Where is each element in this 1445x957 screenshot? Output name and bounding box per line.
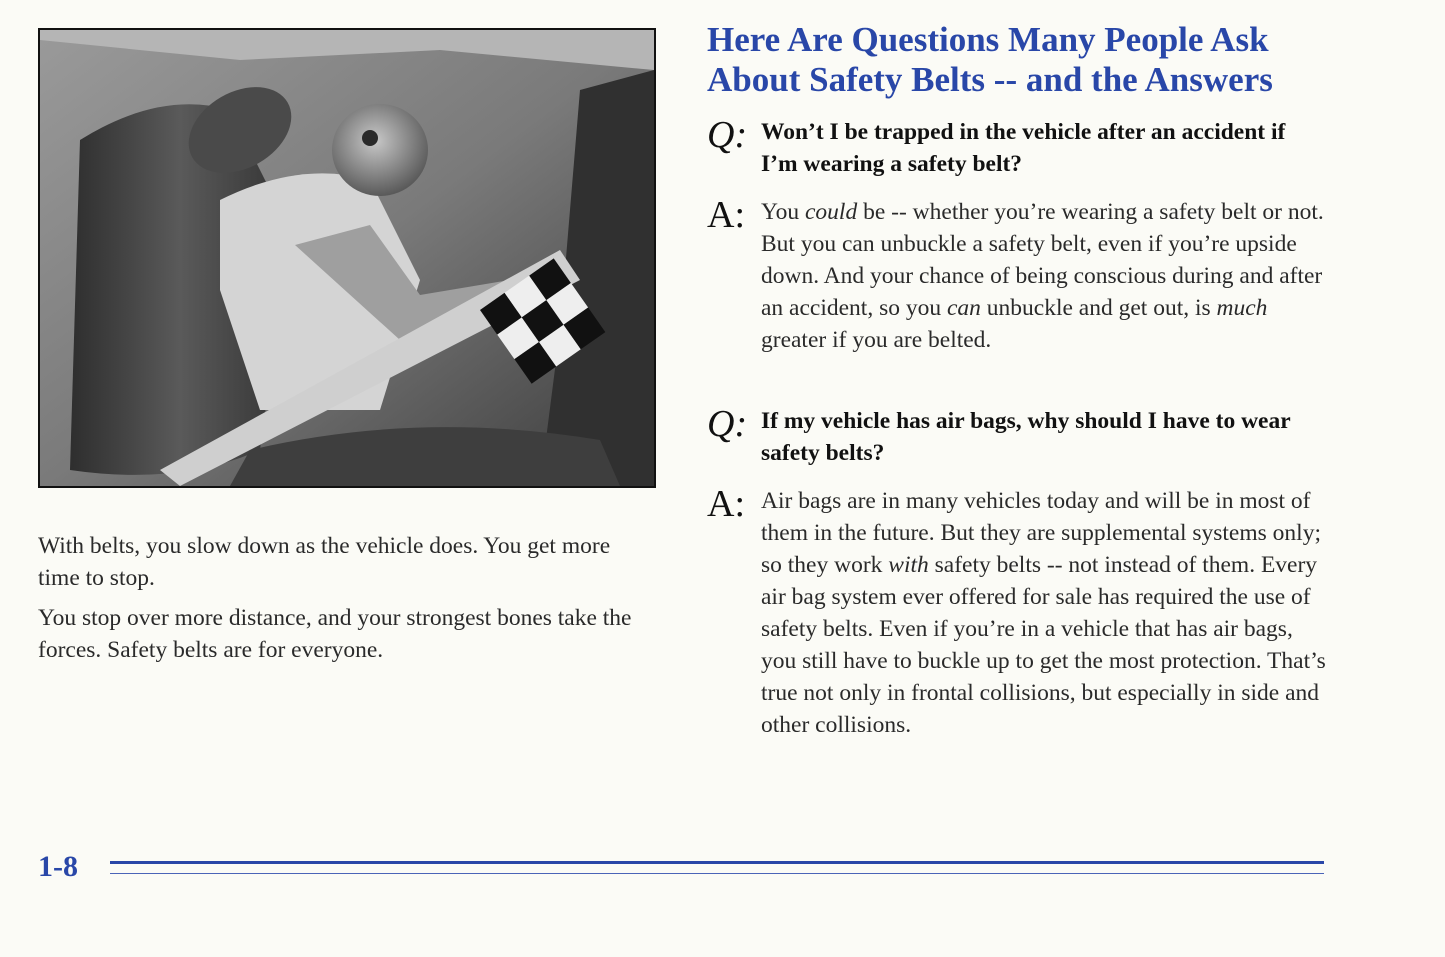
caption-paragraph-2: You stop over more distance, and your strongest bones take the forces. Safety belts are for everyone. — [38, 605, 632, 663]
caption-paragraph-1: With belts, you slow down as the vehicle does. You get more time to stop. — [38, 533, 611, 591]
page-number: 1-8 — [38, 850, 78, 883]
crash-test-dummy-illustration — [40, 30, 654, 486]
answer-1-emphasis: can — [946, 295, 981, 321]
answer-2-part: safety belts -- not instead of them. Every air bag system ever offered for sale has required the use of safety belts. Even if you’re in a vehicle that has air bags, you still have to buckle up to get the most protection. That’s true not only in frontal collisions, but especially in side and other collisions. — [761, 552, 1326, 738]
answer-1-part: You — [761, 199, 805, 225]
question-1-text: Won’t I be trapped in the vehicle after an accident if I’m wearing a safety belt? — [761, 119, 1286, 177]
answer-1-emphasis: could — [805, 199, 858, 225]
section-heading — [707, 20, 1387, 100]
answer-2-text — [761, 485, 1327, 741]
answer-1-text — [761, 196, 1327, 356]
heading-line-2: About Safety Belts -- and the Answers — [707, 60, 1273, 99]
crash-test-photo — [38, 28, 656, 488]
answer-1-part: be -- whether you’re wearing a safety belt or not. But you can unbuckle a safety belt, even if you’re upside down. And your chance of being conscious during and after an accident, so you — [761, 199, 1324, 321]
footer-rule-thin — [110, 873, 1324, 874]
answer-2-part: Air bags are in many vehicles today and will be in most of them in the future. But they are supplemental systems only; so they work — [761, 488, 1321, 578]
question-marker: Q: — [707, 114, 748, 156]
answer-1-part: unbuckle and get out, is — [980, 295, 1217, 321]
question-2-text: If my vehicle has air bags, why should I have to wear safety belts? — [761, 408, 1291, 466]
answer-marker: A: — [707, 483, 745, 525]
question-2-block — [707, 405, 1327, 469]
answer-1-part: greater if you are belted. — [761, 327, 992, 353]
answer-marker: A: — [707, 194, 745, 236]
footer-rule — [110, 861, 1324, 864]
question-marker: Q: — [707, 403, 748, 445]
answer-1-block — [707, 196, 1327, 356]
answer-2-emphasis: with — [888, 552, 929, 578]
question-1-block — [707, 116, 1327, 180]
answer-2-block — [707, 485, 1327, 741]
photo-caption — [38, 530, 650, 674]
answer-1-emphasis: much — [1216, 295, 1268, 321]
heading-line-1: Here Are Questions Many People Ask — [707, 20, 1269, 59]
